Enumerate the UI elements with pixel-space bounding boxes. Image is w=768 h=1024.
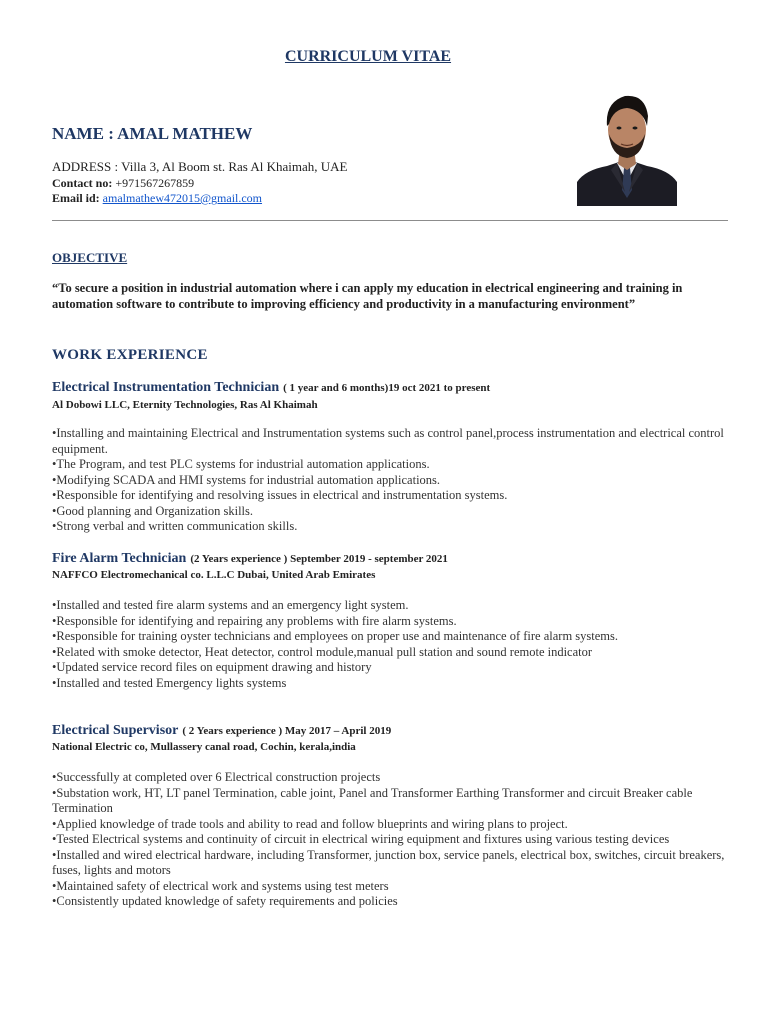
list-item: • Installed and tested Emergency lights systems	[52, 676, 732, 692]
list-item: • Strong verbal and written communication skills.	[52, 519, 732, 535]
list-item: • Tested Electrical systems and continuity of circuit in electrical wiring equipment and fixtures using various testing devices	[52, 832, 732, 848]
job-bullets	[52, 426, 732, 535]
list-item: • Installed and tested fire alarm systems and an emergency light system.	[52, 598, 732, 614]
objective-heading: OBJECTIVE	[52, 250, 128, 265]
address: ADDRESS : Villa 3, Al Boom st. Ras Al Khaimah, UAE	[52, 159, 348, 174]
document-title: CURRICULUM VITAE	[284, 48, 452, 65]
list-item: • Successfully at completed over 6 Electrical construction projects	[52, 770, 732, 786]
job-title	[52, 380, 490, 396]
list-item: • Responsible for training oyster technicians and employees on proper use and maintenance of fire alarm systems.	[52, 629, 732, 645]
email	[52, 191, 262, 206]
job-company: National Electric co, Mullassery canal road, Cochin, kerala,india	[52, 741, 356, 753]
list-item: • Installed and wired electrical hardware, including Transformer, junction box, service panels, electrical box, switches, circuit breakers, fuses, lights and motors	[52, 848, 732, 879]
email-link[interactable]: amalmathew472015@gmail.com	[102, 191, 263, 205]
job-company: Al Dobowi LLC, Eternity Technologies, Ras Al Khaimah	[52, 399, 318, 411]
contact-label: Contact no:	[52, 176, 116, 190]
list-item: • Updated service record files on equipment drawing and history	[52, 660, 732, 676]
job-bullets	[52, 598, 732, 691]
profile-photo	[577, 86, 677, 206]
list-item: • Installing and maintaining Electrical and Instrumentation systems such as control panel,process instrumentation and electrical control equipment.	[52, 426, 732, 457]
list-item: • Good planning and Organization skills.	[52, 504, 732, 520]
job-title	[52, 551, 448, 567]
job-duration: ( 2 Years experience ) May 2017 – April 2019	[182, 725, 392, 737]
list-item: • Maintained safety of electrical work and systems using test meters	[52, 879, 732, 895]
candidate-name: NAME : AMAL MATHEW	[52, 124, 253, 143]
list-item: • Related with smoke detector, Heat detector, control module,manual pull station and sound remote indicator	[52, 645, 732, 661]
list-item: • Substation work, HT, LT panel Termination, cable joint, Panel and Transformer Earthing Transformer and circuit Breaker cable Termination	[52, 786, 732, 817]
job-title-text: Fire Alarm Technician	[52, 551, 187, 566]
work-experience-heading: WORK EXPERIENCE	[52, 347, 208, 363]
job-title-text: Electrical Supervisor	[52, 723, 179, 738]
job-duration: ( 1 year and 6 months)19 oct 2021 to present	[283, 382, 491, 394]
objective-text: “To secure a position in industrial automation where i can apply my education in electrical engineering and training in automation software to contribute to improving efficiency and productivity in a manufacturing environment”	[52, 281, 683, 311]
job-title-text: Electrical Instrumentation Technician	[52, 380, 280, 395]
contact-number	[52, 176, 194, 191]
divider	[52, 220, 728, 221]
list-item: • Responsible for identifying and resolving issues in electrical and instrumentation systems.	[52, 488, 732, 504]
list-item: • The Program, and test PLC systems for industrial automation applications.	[52, 457, 732, 473]
job-title	[52, 723, 391, 739]
contact-value: +971567267859	[115, 176, 195, 190]
job-bullets	[52, 770, 732, 910]
job-company: NAFFCO Electromechanical co. L.L.C Dubai, United Arab Emirates	[52, 569, 376, 581]
list-item: • Applied knowledge of trade tools and ability to read and follow blueprints and wiring plans to project.	[52, 817, 732, 833]
list-item: • Consistently updated knowledge of safety requirements and policies	[52, 894, 732, 910]
email-label: Email id:	[52, 191, 103, 205]
list-item: • Modifying SCADA and HMI systems for industrial automation applications.	[52, 473, 732, 489]
list-item: • Responsible for identifying and repairing any problems with fire alarm systems.	[52, 614, 732, 630]
job-duration: (2 Years experience ) September 2019 - september 2021	[190, 553, 448, 565]
